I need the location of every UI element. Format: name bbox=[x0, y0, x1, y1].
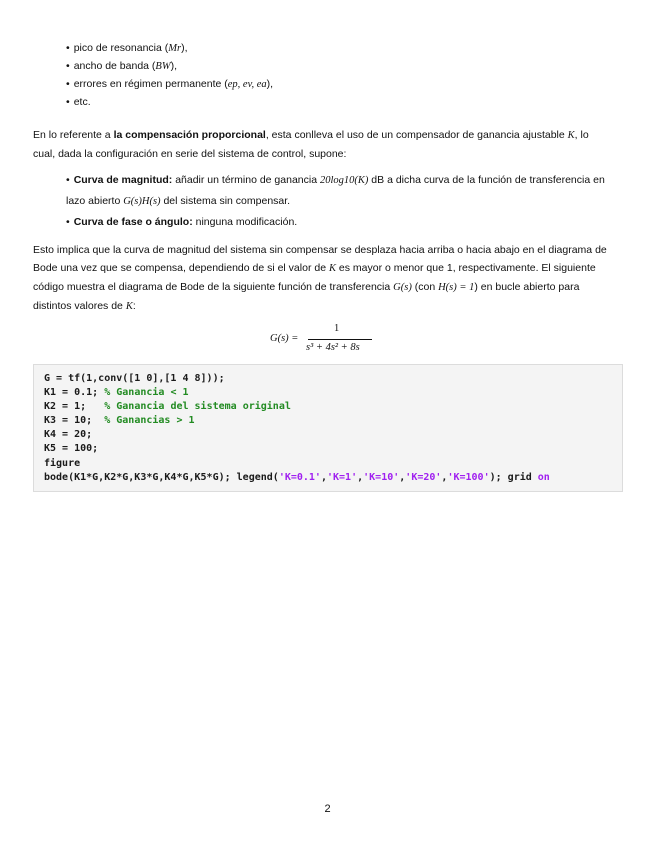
code-line: K1 = 0.1; % Ganancia < 1 bbox=[44, 387, 189, 399]
feature-list bbox=[66, 41, 273, 113]
list-item: • pico de resonancia (Mr), bbox=[66, 41, 273, 59]
list-item: • Curva de magnitud: añadir un término de ganancia 20log10(K) dB a dicha curva de la función de transferencia en lazo abierto G(s)H(s) del sistema sin compensar. bbox=[66, 170, 606, 212]
code-line: bode(K1*G,K2*G,K3*G,K4*G,K5*G); legend('K=0.1','K=1','K=10','K=20','K=100'); grid on bbox=[44, 471, 550, 483]
math-inline: BW bbox=[155, 61, 171, 72]
paragraph-proportional-compensation: En lo referente a la compensación proporcional, esta conlleva el uso de un compensador de ganancia ajustable K, lo cual, dada la configuración en serie del sistema de control, supone: bbox=[33, 129, 589, 160]
list-item: • ancho de banda (BW), bbox=[66, 59, 273, 77]
code-line: G = tf(1,conv([1 0],[1 4 8])); bbox=[44, 373, 225, 384]
code-comment: % Ganancia < 1 bbox=[104, 387, 189, 399]
code-string: 'K=10' bbox=[363, 471, 400, 483]
formula-numerator: 1 bbox=[334, 323, 340, 334]
code-line: K5 = 100; bbox=[44, 443, 99, 455]
formula-lhs: G(s) = bbox=[270, 333, 299, 344]
code-line: K4 = 20; bbox=[44, 429, 93, 441]
list-item: • errores en régimen permanente (ep, ev, ea), bbox=[66, 77, 273, 95]
transfer-function-formula bbox=[270, 323, 390, 357]
page-number: 2 bbox=[324, 803, 331, 815]
code-string: 'K=0.1' bbox=[278, 471, 321, 483]
code-comment: % Ganancia del sistema original bbox=[104, 401, 291, 413]
code-string: 'K=100' bbox=[447, 471, 490, 483]
code-line: K3 = 10; % Ganancias > 1 bbox=[44, 415, 195, 427]
code-keyword: on bbox=[537, 471, 550, 483]
math-inline: Mr bbox=[168, 43, 182, 54]
code-string: 'K=1' bbox=[327, 471, 358, 483]
list-item: • etc. bbox=[66, 95, 273, 113]
fraction-bar bbox=[308, 339, 372, 340]
effects-list bbox=[66, 170, 606, 232]
code-string: 'K=20' bbox=[405, 471, 442, 483]
list-item: • Curva de fase o ángulo: ninguna modificación. bbox=[66, 212, 606, 232]
code-block bbox=[33, 364, 623, 492]
code-line: figure bbox=[44, 457, 81, 469]
code-line: K2 = 1; % Ganancia del sistema original bbox=[44, 401, 291, 413]
code-comment: % Ganancias > 1 bbox=[104, 415, 195, 427]
paragraph-bode-explanation: Esto implica que la curva de magnitud del sistema sin compensar se desplaza hacia arriba o hacia abajo en el diagrama de Bode una vez que se compensa, dependiendo de si el valor de K es mayor o menor que 1, respectivamente. El siguiente código muestra el diagrama de Bode de la siguiente función de transferencia G(s) (con H(s) = 1) en bucle abierto para distintos valores de K: bbox=[33, 244, 607, 312]
formula-denominator: s³ + 4s² + 8s bbox=[306, 342, 360, 353]
math-inline: ep, ev, ea bbox=[227, 79, 267, 90]
